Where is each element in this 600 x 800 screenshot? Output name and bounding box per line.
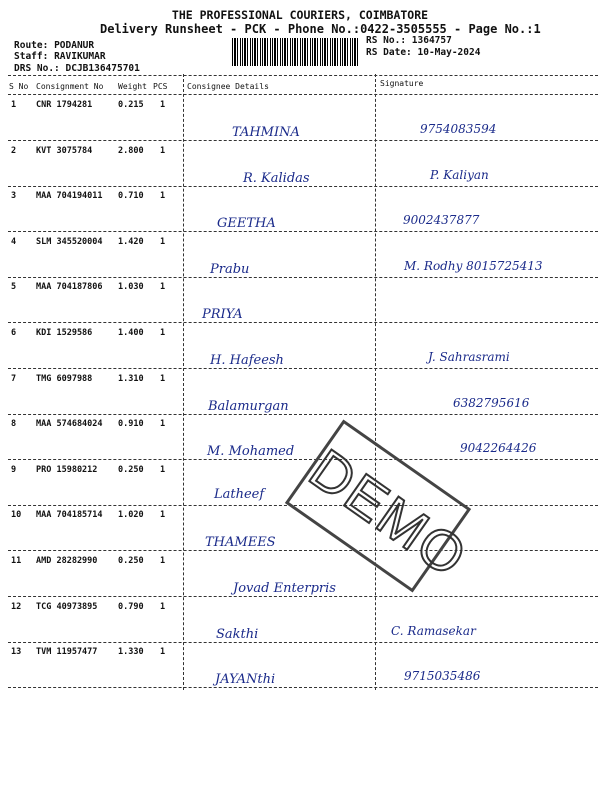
row-consignee: Sakthi [216, 626, 259, 642]
row-sno: 10 [11, 510, 22, 521]
row-consignee: Prabu [210, 261, 250, 277]
row-sno: 13 [11, 647, 22, 658]
row-weight: 2.800 [118, 145, 144, 156]
row-weight: 0.250 [118, 556, 144, 566]
col-consignment: Consignment No [36, 82, 104, 91]
row-pcs: 1 [160, 510, 166, 521]
row-weight: 1.400 [118, 328, 144, 338]
row-pcs: 1 [160, 419, 166, 430]
row-consignment-no: MAA 704187806 [36, 282, 103, 293]
row-sno: 2 [11, 145, 17, 156]
rs-no-line: RS No.: 1364757 [366, 35, 452, 46]
row-consignee: M. Mohamed [207, 444, 295, 460]
drs-value: DCJB136475701 [65, 63, 140, 74]
row-signature: 9715035486 [404, 669, 481, 684]
row-consignee: Latheef [214, 486, 265, 502]
staff-value: RAVIKUMAR [54, 51, 106, 62]
row-consignment-no: KVT 3075784 [36, 145, 93, 156]
row-consignment-no: PRO 15980212 [36, 464, 98, 475]
row-rule [8, 277, 598, 278]
column-divider [183, 74, 184, 690]
row-weight: 0.250 [118, 464, 144, 475]
row-consignee: R. Kalidas [243, 170, 310, 186]
row-consignment-no: MAA 704194011 [36, 191, 103, 202]
row-consignment-no: TMG 6097988 [36, 373, 93, 384]
col-consignee: Consignee Details [187, 82, 269, 91]
row-consignee: JAYANthi [215, 672, 276, 688]
route-line: Route: PODANUR [14, 40, 95, 51]
row-pcs: 1 [160, 145, 166, 156]
row-consignee: Balamurgan [208, 398, 289, 414]
row-rule [8, 231, 598, 232]
barcode [232, 38, 360, 66]
row-signature: 9754083594 [420, 122, 497, 136]
rs-date-line: RS Date: 10-May-2024 [366, 47, 481, 58]
row-signature: 9002437877 [403, 213, 480, 228]
header-top-rule [8, 75, 598, 76]
row-sno: 3 [11, 191, 17, 202]
row-sno: 5 [11, 282, 17, 293]
column-divider [375, 74, 376, 690]
row-pcs: 1 [160, 191, 166, 202]
row-consignee: TAHMINA [232, 125, 300, 140]
row-weight: 1.030 [118, 282, 144, 293]
row-sno: 1 [11, 100, 17, 110]
row-rule [8, 687, 598, 688]
row-sno: 12 [11, 601, 22, 612]
row-consignee: PRIYA [202, 307, 243, 323]
row-consignment-no: AMD 28282990 [36, 556, 98, 566]
row-consignee: THAMEES [205, 535, 276, 551]
row-rule [8, 642, 598, 643]
rs-no-value: 1364757 [411, 35, 452, 46]
row-weight: 0.710 [118, 191, 144, 202]
row-consignment-no: MAA 574684024 [36, 419, 103, 430]
row-rule [8, 550, 598, 551]
staff-line: Staff: RAVIKUMAR [14, 51, 106, 62]
row-consignee: H. Hafeesh [210, 353, 284, 368]
row-sno: 8 [11, 419, 17, 430]
row-signature: J. Sahrasrami [428, 350, 510, 364]
row-weight: 1.420 [118, 236, 144, 247]
row-pcs: 1 [160, 100, 166, 110]
row-rule [8, 186, 598, 187]
row-sno: 11 [11, 556, 22, 566]
row-pcs: 1 [160, 556, 166, 566]
row-rule [8, 368, 598, 369]
row-pcs: 1 [160, 282, 166, 293]
col-signature: Signature [380, 79, 424, 88]
row-signature: P. Kaliyan [430, 167, 489, 182]
row-rule [8, 414, 598, 415]
row-signature: 9042264426 [460, 441, 537, 456]
row-rule [8, 459, 598, 460]
col-weight: Weight [118, 82, 147, 91]
row-signature: C. Ramasekar [391, 623, 476, 638]
row-consignment-no: KDI 1529586 [36, 328, 93, 338]
row-consignment-no: TCG 40973895 [36, 601, 98, 612]
rs-date-value: 10-May-2024 [417, 47, 481, 58]
row-signature: 6382795616 [453, 395, 530, 410]
row-pcs: 1 [160, 328, 166, 338]
col-pcs: PCS [153, 82, 168, 91]
company-title: THE PROFESSIONAL COURIERS, COIMBATORE [171, 8, 429, 22]
row-weight: 0.910 [118, 419, 144, 430]
row-weight: 1.020 [118, 510, 144, 521]
row-pcs: 1 [160, 647, 166, 658]
row-pcs: 1 [160, 373, 166, 384]
row-sno: 6 [11, 328, 17, 338]
drs-line: DRS No.: DCJB136475701 [14, 63, 140, 74]
row-consignment-no: CNR 1794281 [36, 100, 93, 110]
row-sno: 7 [11, 373, 17, 384]
row-sno: 9 [11, 464, 17, 475]
row-sno: 4 [11, 236, 17, 247]
row-rule [8, 140, 598, 141]
row-signature: M. Rodhy 8015725413 [404, 258, 543, 273]
row-rule [8, 322, 598, 323]
row-weight: 0.790 [118, 601, 144, 612]
col-sno: S No [9, 82, 29, 91]
row-pcs: 1 [160, 236, 166, 247]
row-consignment-no: TVM 11957477 [36, 647, 98, 658]
row-consignee: Jovad Enterpris [233, 581, 336, 596]
row-rule [8, 596, 598, 597]
route-value: PODANUR [54, 40, 95, 51]
row-weight: 0.215 [118, 100, 144, 110]
demo-stamp: DEMO [285, 419, 471, 592]
row-pcs: 1 [160, 601, 166, 612]
row-weight: 1.330 [118, 647, 144, 658]
header-bottom-rule [8, 94, 598, 95]
row-consignee: GEETHA [217, 216, 276, 232]
row-consignment-no: SLM 345520004 [36, 236, 103, 247]
row-consignment-no: MAA 704185714 [36, 510, 103, 521]
runsheet-subtitle: Delivery Runsheet - PCK - Phone No.:0422-3505555 - Page No.:1 [100, 22, 541, 36]
row-pcs: 1 [160, 464, 166, 475]
row-weight: 1.310 [118, 373, 144, 384]
